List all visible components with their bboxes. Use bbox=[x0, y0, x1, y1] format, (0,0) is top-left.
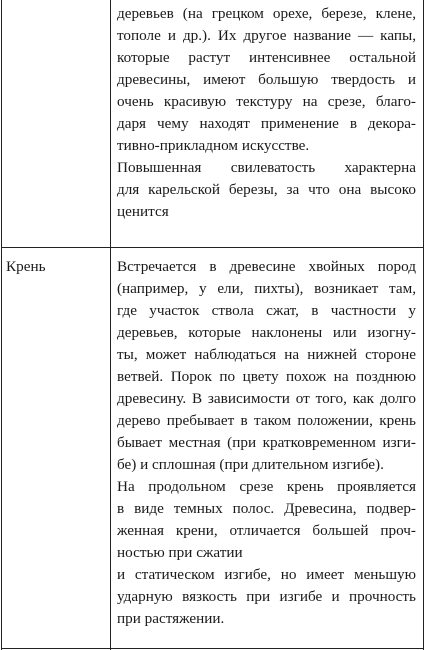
text-line: бе) и сплошная (при длительном изгибе). bbox=[117, 456, 384, 473]
text-line: На продольном срезе крень проявляется bbox=[117, 478, 416, 495]
text-line: ностью при сжатии bbox=[117, 544, 243, 561]
text-line: при растяжении. bbox=[117, 610, 225, 627]
table-column-divider bbox=[110, 0, 111, 650]
text-line: древесины, имеют большую твердость и bbox=[117, 71, 416, 88]
text-line: деревьев, которые наклонены или изогну- bbox=[117, 324, 416, 341]
text-line: тополе и др.). Их другое название — капы, bbox=[117, 27, 416, 44]
text-line: бывает местная (при кратковременном изги- bbox=[117, 434, 416, 451]
text-line: дерево пребывает в таком положении, крень bbox=[117, 412, 416, 429]
text-line: ты, может наблюдаться на нижней стороне bbox=[117, 346, 416, 363]
row2-description bbox=[117, 256, 416, 630]
table-border-left bbox=[1, 0, 2, 650]
text-line: очень красивую текстуру на срезе, благо- bbox=[117, 93, 416, 110]
table-border-right bbox=[423, 0, 424, 650]
text-line: тивно-прикладном искусстве. bbox=[117, 137, 310, 154]
text-line: в виде темных полос. Древесина, подвер- bbox=[117, 500, 416, 517]
table-border-bottom bbox=[1, 648, 424, 649]
text-line: Встречается в древесине хвойных пород bbox=[117, 258, 416, 275]
row1-description bbox=[117, 3, 416, 223]
text-line: деревьев (на грецком орехе, березе, клене, bbox=[117, 5, 416, 22]
text-line: древесину. В зависимости от того, как долго bbox=[117, 390, 416, 407]
text-line: и статическом изгибе, но имеет меньшую bbox=[117, 566, 416, 583]
row2-term: Крень bbox=[6, 258, 46, 275]
text-line: ударную вязкость при изгибе и прочность bbox=[117, 588, 416, 605]
text-line: ветвей. Порок по цвету похож на позднюю bbox=[117, 368, 416, 385]
text-line: женная крени, отличается большей проч- bbox=[117, 522, 416, 539]
text-line: которые растут интенсивнее остальной bbox=[117, 49, 416, 66]
table-row-divider bbox=[1, 247, 424, 248]
text-line: ценится bbox=[117, 203, 169, 220]
text-line: для карельской березы, за что она высоко bbox=[117, 181, 416, 198]
text-line: (например, у ели, пихты), возникает там, bbox=[117, 280, 416, 297]
text-line: где участок ствола сжат, в частности у bbox=[117, 302, 416, 319]
text-line: Повышенная свилеватость характерна bbox=[117, 159, 416, 176]
text-line: даря чему находят применение в декора- bbox=[117, 115, 416, 132]
